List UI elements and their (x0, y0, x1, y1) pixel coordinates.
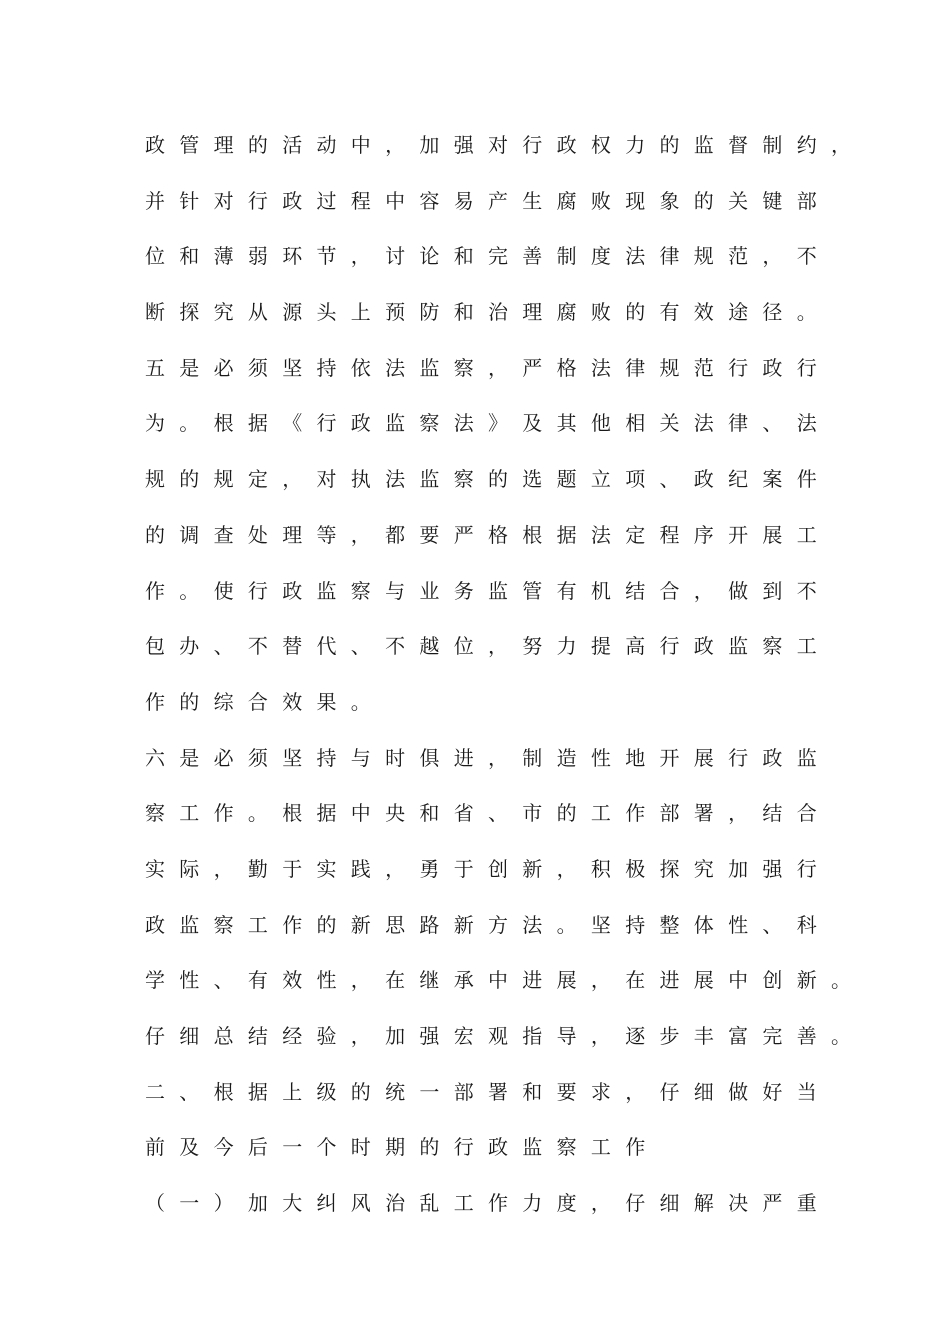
text-line: 五是必须坚持依法监察，严格法律规范行政行 (145, 355, 831, 380)
text-line: 包办、不替代、不越位，努力提高行政监察工 (145, 634, 831, 659)
text-line: 作。使行政监察与业务监管有机结合，做到不 (145, 578, 831, 603)
text-line: 作的综合效果。 (145, 689, 386, 714)
text-line: （一）加大纠风治乱工作力度，仔细解决严重 (145, 1191, 831, 1216)
text-line: 学性、有效性，在继承中进展，在进展中创新。 (145, 968, 866, 993)
text-line: 前及今后一个时期的行政监察工作 (145, 1135, 660, 1160)
text-line: 二、根据上级的统一部署和要求，仔细做好当 (145, 1079, 831, 1104)
text-line: 的调查处理等，都要严格根据法定程序开展工 (145, 522, 831, 547)
body-text (145, 126, 866, 1240)
text-line: 断探究从源头上预防和治理腐败的有效途径。 (145, 300, 831, 325)
text-line: 仔细总结经验，加强宏观指导，逐步丰富完善。 (145, 1024, 866, 1048)
text-line: 规的规定，对执法监察的选题立项、政纪案件 (145, 467, 831, 492)
text-line: 并针对行政过程中容易产生腐败现象的关键部 (145, 188, 831, 213)
text-line: 位和薄弱环节，讨论和完善制度法律规范，不 (145, 244, 831, 269)
text-line: 六是必须坚持与时俱进，制造性地开展行政监 (145, 745, 831, 770)
text-line: 政监察工作的新思路新方法。坚持整体性、科 (145, 912, 831, 937)
text-line: 政管理的活动中，加强对行政权力的监督制约， (145, 133, 866, 157)
text-line: 实际，勤于实践，勇于创新，积极探究加强行 (145, 856, 831, 881)
text-line: 察工作。根据中央和省、市的工作部署，结合 (145, 801, 831, 826)
text-line: 为。根据《行政监察法》及其他相关法律、法 (145, 411, 831, 436)
